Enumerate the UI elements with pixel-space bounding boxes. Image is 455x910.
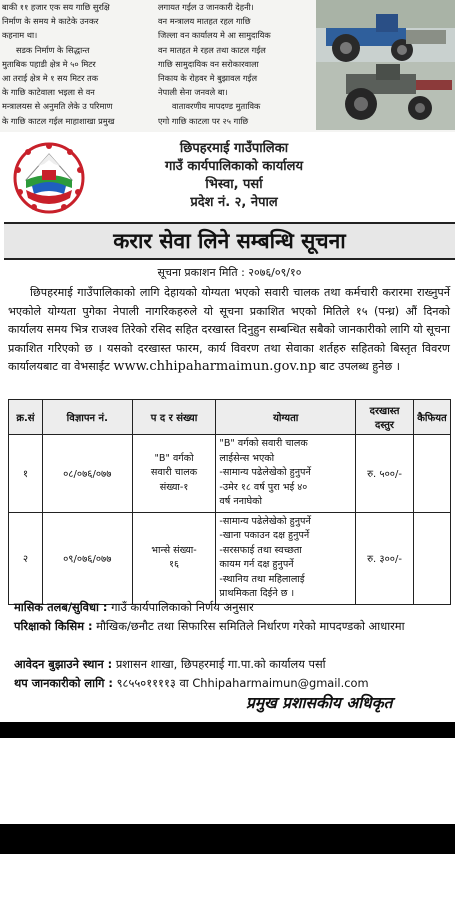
notice-title: करार सेवा लिने सम्बन्धि सूचना [4,222,455,260]
table-row [9,435,451,513]
qualification-line: लाईसेन्स भएको [219,452,275,464]
news-line: मुताबिक पहाडी क्षेत्र मे ५० मिटर [2,58,96,69]
qualification-line: -उमेर १८ वर्ष पुरा भई ४० [219,481,308,493]
col-header-remarks: कैफियत [413,400,450,435]
qualification-line: -स्थानिय तथा महिलालाई [219,573,305,585]
notice-body [8,284,450,377]
news-line: नेपाली सेना जनवले बा। [158,87,228,98]
qualification-line: "B" वर्गको सवारी चालक [219,438,308,449]
col-header-qualification: योग्यता [216,400,356,435]
news-line: वन मातहत मे रहल तथा काटल गईल [158,44,266,55]
tractor-photo [316,0,455,130]
black-band-bottom [0,824,455,854]
org-name: छिपहरमाई गाउँपालिका [179,141,289,156]
qualification-line: वर्ष ननाघेको [219,496,263,507]
cell-post [132,435,216,513]
post-line: सवारी चालक [150,467,198,478]
news-line: निकाय के रोहवर मे बुझावल गईल [158,73,258,84]
news-column-2 [158,0,310,128]
cell-ad-no: ०८/०७६/०७७ [42,435,132,513]
news-line: गाछि सामुदायिक वन सरोकारवाला [158,58,259,69]
news-line: वातावरणीय मापदण्ड मुताविक [172,101,261,112]
post-line: "B" वर्गको [154,452,194,464]
exam-label: परिक्षाको किसिम : [14,619,93,633]
table-row [9,512,451,604]
qualification-line: -सरसफाई तथा स्वच्छता [219,544,302,556]
cell-fee: रु. ५००/- [356,435,414,513]
cell-sn: २ [9,512,43,604]
apply-label: आवेदन बुझाउने स्थान : [14,657,113,671]
apply-value: प्रशासन शाखा, छिपहरमाई गा.पा.को कार्यालय पर्सा [115,657,326,671]
col-header-ad-no: विज्ञापन नं. [42,400,132,435]
exam-value: मौखिक/छनौट तथा सिफारिस समितिले निर्धारण गरेको मापदण्डको आधारमा [96,619,405,633]
col-header-fee: दरखास्त दस्तुर [356,400,414,435]
news-line: सडक निर्माण के सिद्धान्त [16,44,90,55]
qualification-line: कायम गर्न दक्ष हुनुपर्ने [219,559,294,570]
news-line: कहनाम था। [2,30,38,41]
cell-sn: १ [9,435,43,513]
news-line: जिल्ला वन कार्यालय मे आ सामुदायिक [158,30,271,41]
cell-qualification [216,512,356,604]
news-line: लगायत गईल उ जानकारी देहनी। [158,2,254,12]
notice-card [4,134,455,720]
news-line: वन मन्त्रालय मातहत रहल गाछि [158,16,251,27]
office-location: भिस्वा, पर्सा [205,177,263,192]
news-line: बाकी ११ हजार एक सय गाछि सुरक्षि [2,2,110,12]
signature-title: प्रमुख प्रशासकीय अधिकृत [246,694,393,712]
cell-ad-no: ०९/०७६/०७७ [42,512,132,604]
news-line: निर्माण के समय मे काटेके उनकर [2,16,99,27]
qualification-line: -सामान्य पढेलेखेको हुनुपर्ने [219,515,311,527]
post-line: १६ [169,559,180,570]
info-value: ९८५५०११११३ वा Chhipaharmaimun@gmail.com [116,676,369,690]
qualification-line: -सामान्य पढेलेखेको हुनुपर्ने [219,467,311,478]
tractor-illustration [316,0,455,130]
post-line: संख्या-१ [159,481,189,493]
publication-date: सूचना प्रकाशन मिति : २०७६/०९/१० [157,266,302,279]
province-name: प्रदेश नं. २, नेपाल [190,195,278,210]
exam-line [14,617,454,636]
salary-value: गाउँ कार्यपालिकाको निर्णय अनुसार [111,600,254,614]
salary-label: मासिक तलब/सुविधा : [14,600,108,614]
news-line: के गाछि काटल गईल माहाशाखा प्रमुख [2,115,115,126]
cell-qualification [216,435,356,513]
body-text: छिपहरमाई गाउँपालिकाको लागि देहायको योग्यता भएको सवारी चालक तथा कर्मचारी करारमा राख्नुपर्ने भएकोले योग्यता पुगेका नेपाली नागरिकहरुले यो सूचना प्रकाशित भएको मितिले १५ (पन्ध्र) औं दिनको कार्यालय समय भित्र राजश्व तिरेको रसिद सहित दरखास्त दिनुहुन सम्बन्धित सबैको जानकारीको लागि यो सूचना प्रकाशित गरिएको छ । यसको दरखास्त फारम, कार्य विवरण तथा सेवाका शर्तहरु सहितको बिस्तृत विवरण कार्यालयबाट वा वेभसाईट [8,286,450,373]
apply-line [14,655,454,674]
cell-post [132,512,216,604]
office-name: गाउँ कार्यपालिकाको कार्यालय [165,159,303,174]
news-line: के गाछि काटेवाला भइला से वन [2,87,95,98]
news-column-1 [2,0,154,128]
vacancy-table [8,399,451,605]
cell-remarks [413,512,450,604]
newspaper-clipping [0,0,455,132]
news-line: आ तराई क्षेत्र मे १ सय मिटर तक [2,73,99,84]
news-line: मन्त्रालयस से अनुमति लेके उ परिमाण [2,101,113,112]
cell-remarks [413,435,450,513]
table-header-row [9,400,451,435]
col-header-sn: क्र.सं [9,400,43,435]
website-link[interactable]: www.chhipaharmaimun.gov.np [113,359,317,374]
news-line: एगो गाछि काटला पर २५ गाछि [158,115,249,126]
qualification-line: प्राथमिकता दिईने छ । [219,588,295,599]
qualification-line: -खाना पकाउन दक्ष हुनुपर्ने [219,530,310,541]
col-header-post: प द र संख्या [132,400,216,435]
nepal-emblem-logo [12,140,86,214]
black-band-top [0,722,455,738]
info-label: थप जानकारीको लागि : [14,676,113,690]
post-line: भान्से संख्या- [151,544,197,556]
cell-fee: रु. ३००/- [356,512,414,604]
salary-line [14,598,454,617]
body-tail: बाट उपलब्ध हुनेछ । [319,360,401,373]
